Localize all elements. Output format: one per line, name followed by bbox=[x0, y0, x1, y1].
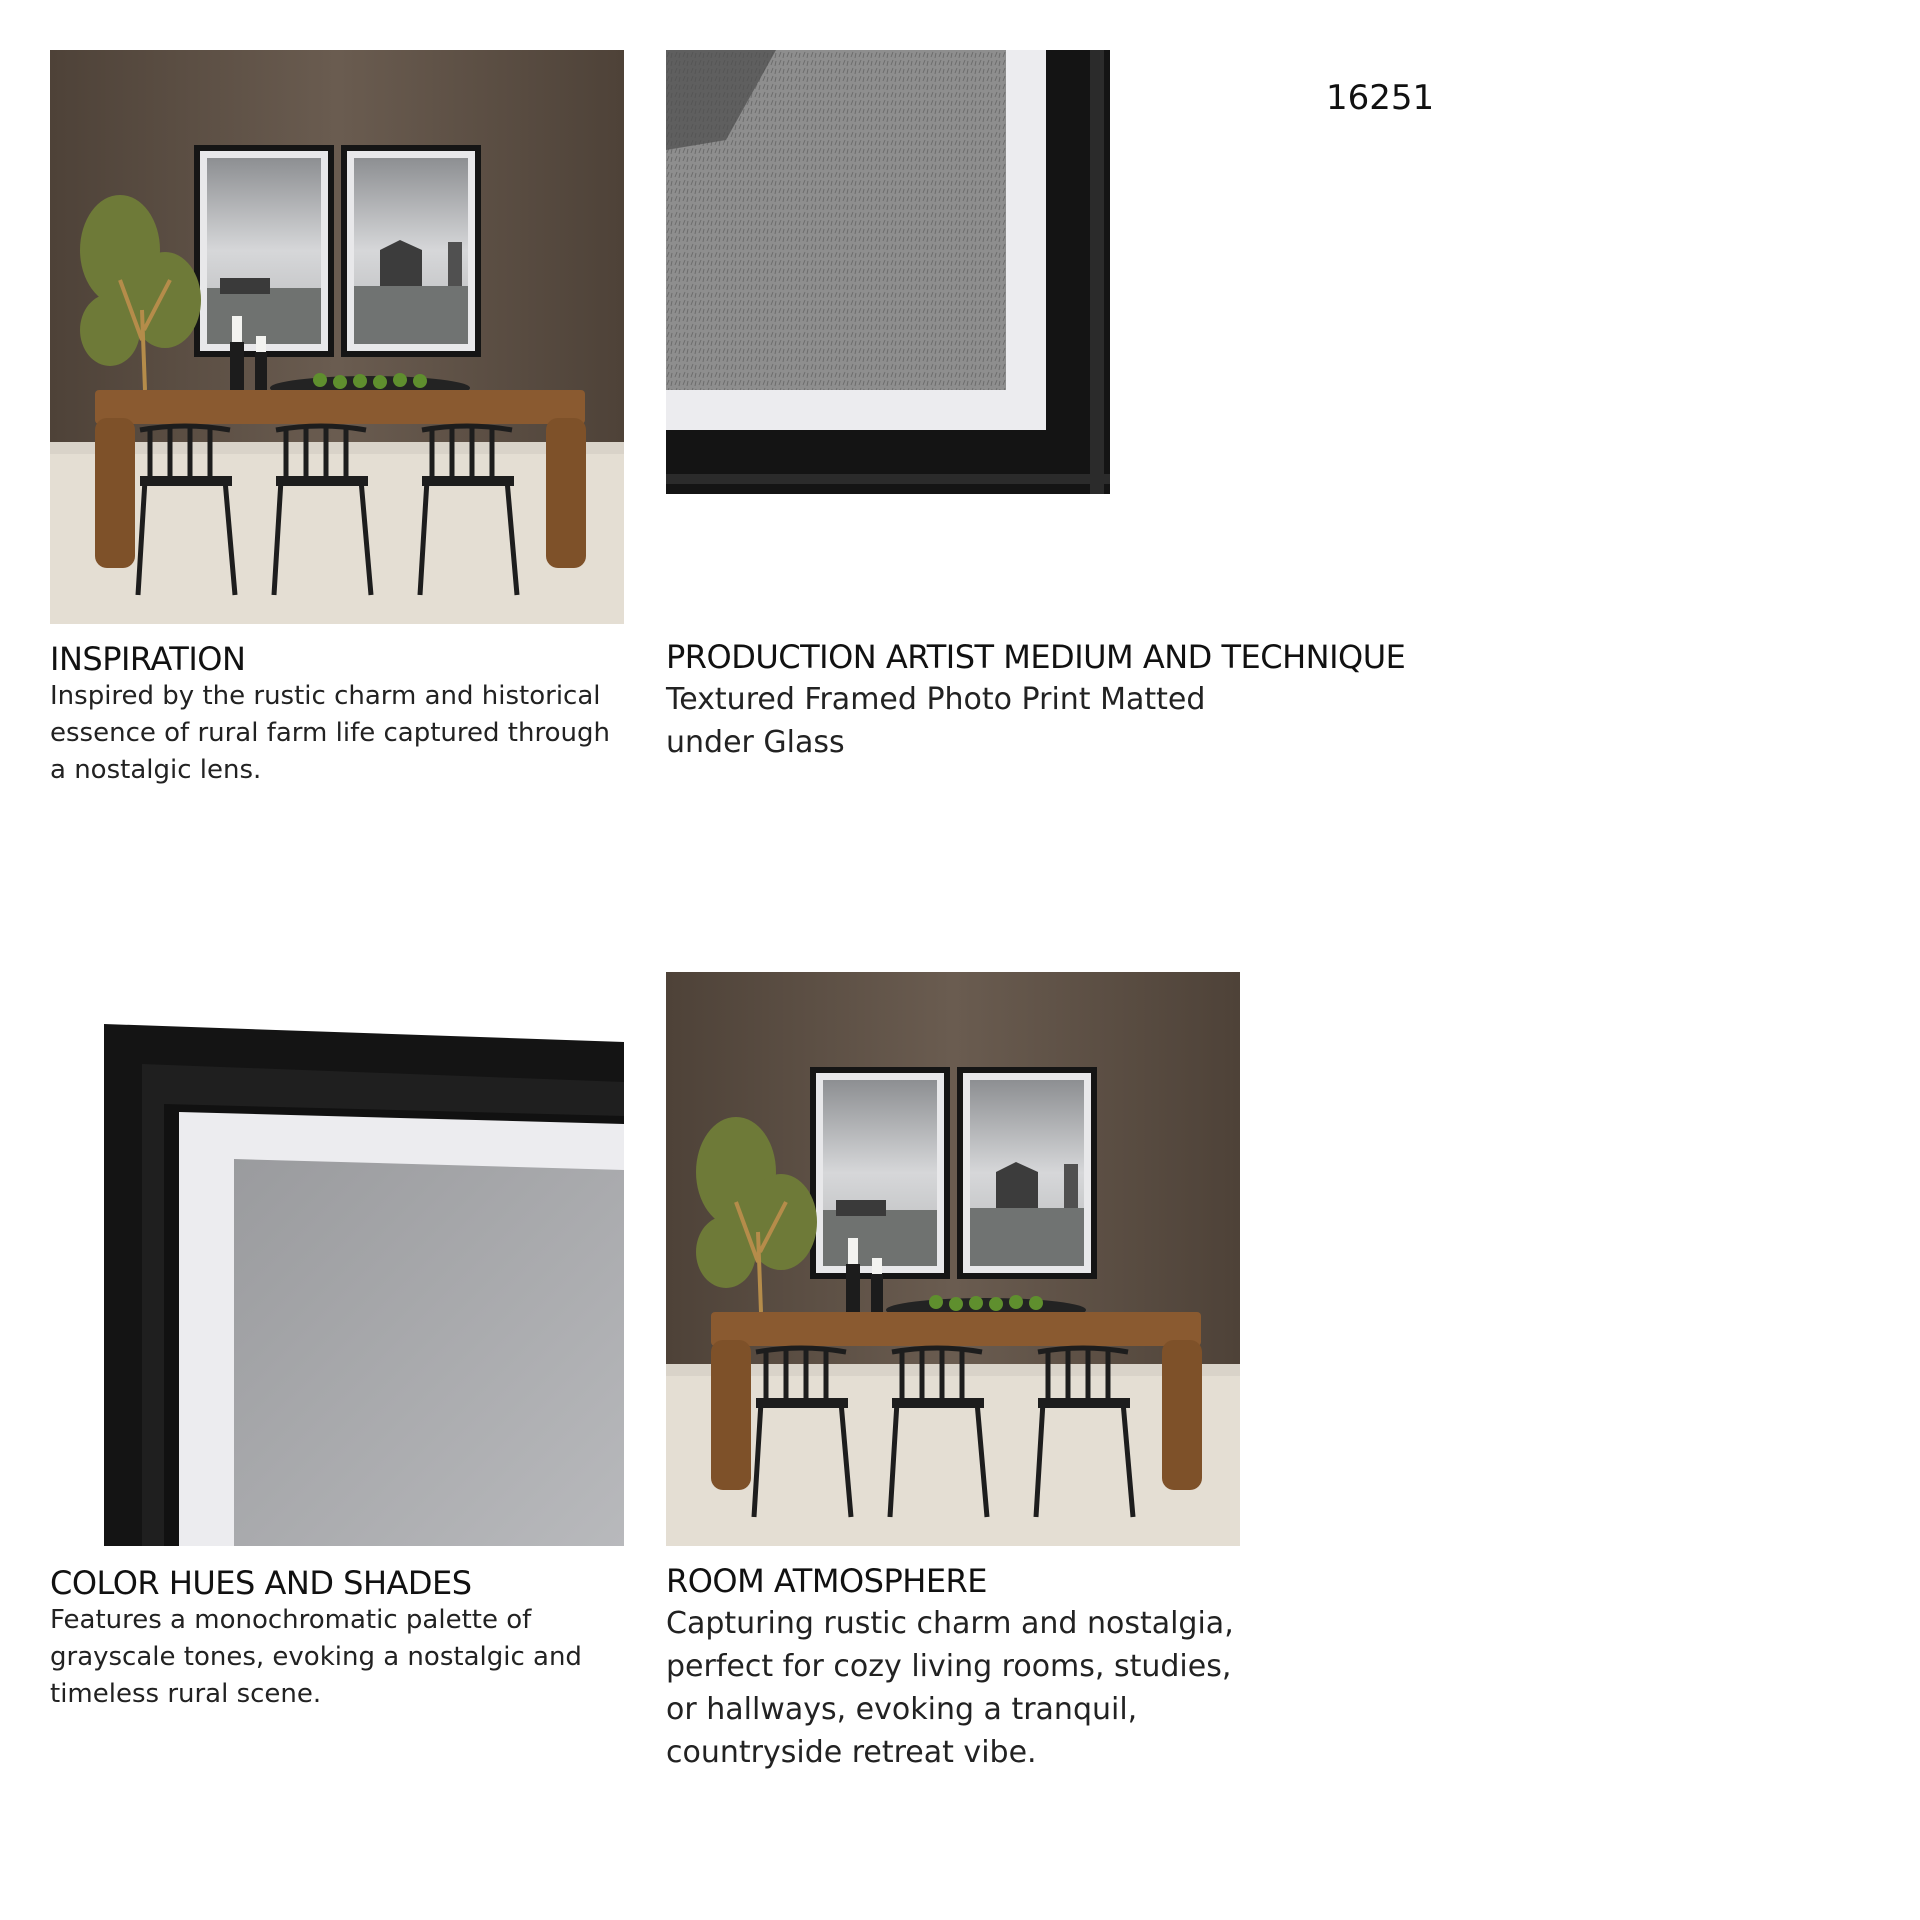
inspiration-heading: INSPIRATION bbox=[50, 640, 246, 678]
frame-corner-detail-photo bbox=[666, 50, 1110, 494]
product-sku: 16251 bbox=[1326, 78, 1435, 118]
frame-color-detail-photo bbox=[104, 1024, 624, 1546]
production-body-line-1: Textured Framed Photo Print Matted bbox=[666, 682, 1206, 717]
production-body-line-2: under Glass bbox=[666, 725, 845, 760]
color-heading: COLOR HUES AND SHADES bbox=[50, 1564, 472, 1602]
inspiration-body: Inspired by the rustic charm and historical essence of rural farm life captured through a nostalgic lens. bbox=[50, 681, 610, 785]
room-atmosphere-body: Capturing rustic charm and nostalgia, perfect for cozy living rooms, studies, or hallways, evoking a tranquil, countryside retreat vibe. bbox=[666, 1606, 1234, 1770]
room-atmosphere-heading: ROOM ATMOSPHERE bbox=[666, 1562, 987, 1600]
production-heading: PRODUCTION ARTIST MEDIUM AND TECHNIQUE bbox=[666, 638, 1406, 676]
color-body: Features a monochromatic palette of grayscale tones, evoking a nostalgic and timeless rural scene. bbox=[50, 1605, 582, 1709]
room-scene-photo-inspiration bbox=[50, 50, 624, 624]
room-scene-photo-atmosphere bbox=[666, 972, 1240, 1546]
